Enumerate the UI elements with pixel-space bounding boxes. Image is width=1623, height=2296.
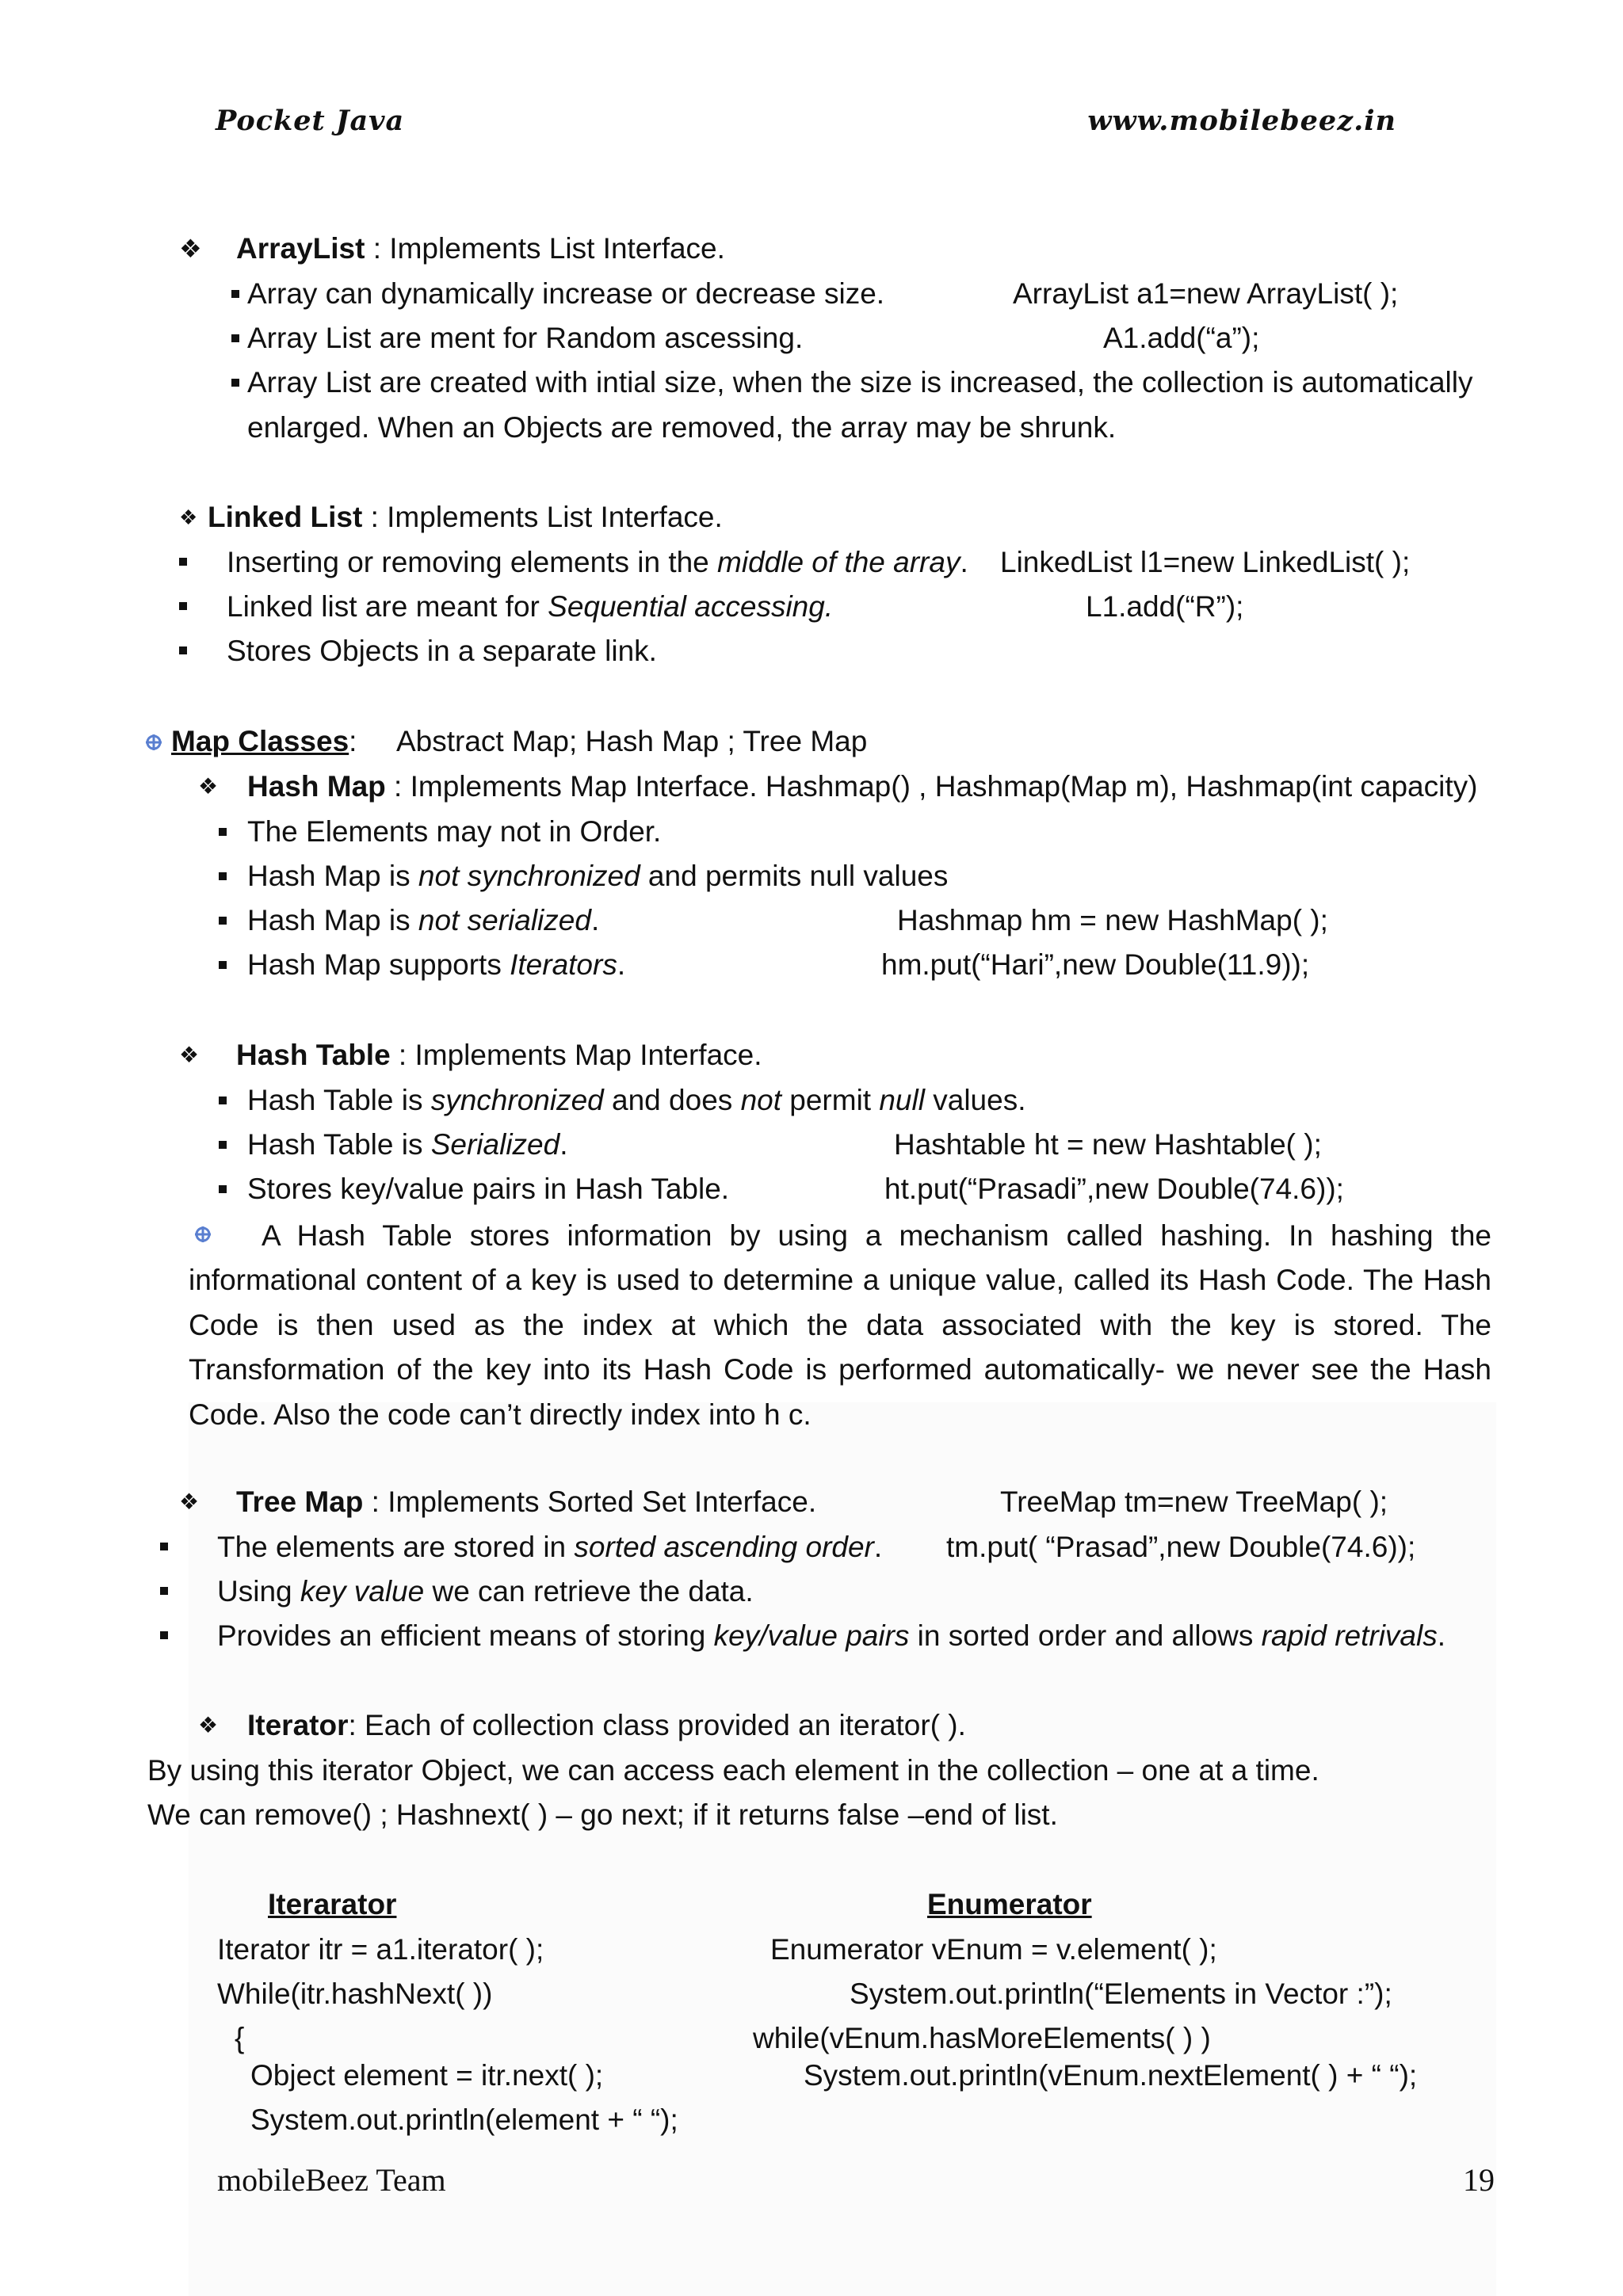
- emphasis: synchronized: [430, 1084, 604, 1116]
- treemap-desc: : Implements Sorted Set Interface.: [363, 1486, 817, 1518]
- hashmap-desc: : Implements Map Interface. Hashmap() , Hashmap(Map m), Hashmap(int capacity): [385, 770, 1478, 803]
- text: Hash Map is: [247, 904, 418, 936]
- linkedlist-desc: : Implements List Interface.: [362, 501, 723, 533]
- text: in sorted order and allows: [909, 1619, 1262, 1652]
- square-bullet-icon: [219, 1185, 227, 1193]
- emphasis: key value: [300, 1575, 425, 1608]
- paragraph-line: informational content of a key is used to determine a unique value, called its Hash Code. The Hash: [189, 1264, 1491, 1296]
- enumerator-code-line: while(vEnum.hasMoreElements( ) ): [753, 2022, 1211, 2054]
- diamond-bullet-icon: ❖: [179, 235, 202, 263]
- square-bullet-icon: [219, 917, 227, 925]
- arraylist-code: ArrayList a1=new ArrayList( );: [1013, 277, 1399, 310]
- diamond-bullet-icon: ❖: [198, 774, 219, 799]
- text: Hash Table is: [247, 1128, 431, 1161]
- square-bullet-icon: [160, 1543, 168, 1550]
- arraylist-code: A1.add(“a”);: [1103, 322, 1260, 354]
- arraylist-title: ArrayList: [236, 232, 365, 265]
- linkedlist-bullet: Stores Objects in a separate link.: [227, 635, 657, 667]
- diamond-bullet-icon: ❖: [179, 1043, 200, 1067]
- text: .: [590, 904, 600, 936]
- hashtable-heading: [236, 1038, 762, 1073]
- hashmap-code: hm.put(“Hari”,new Double(11.9));: [881, 948, 1310, 981]
- text: .: [1437, 1619, 1446, 1652]
- square-bullet-icon: [219, 1141, 227, 1149]
- paragraph-line: Code. Also the code can’t directly index into h c.: [189, 1398, 812, 1431]
- crosshair-bullet-icon: [145, 734, 162, 751]
- hashmap-bullet: The Elements may not in Order.: [247, 815, 662, 848]
- diamond-bullet-icon: ❖: [179, 505, 198, 529]
- emphasis: not serialized: [418, 904, 591, 936]
- square-bullet-icon: [160, 1587, 168, 1595]
- diamond-bullet-icon: ❖: [198, 1713, 219, 1737]
- crosshair-bullet-icon: [194, 1226, 212, 1243]
- arraylist-desc: : Implements List Interface.: [365, 232, 725, 265]
- mapclasses-desc: Abstract Map; Hash Map ; Tree Map: [396, 725, 868, 757]
- text: and does: [603, 1084, 741, 1116]
- text: Hash Table is: [247, 1084, 431, 1116]
- text: Inserting or removing elements in the: [227, 546, 718, 578]
- arraylist-bullet-cont: enlarged. When an Objects are removed, the array may be shrunk.: [247, 411, 1117, 444]
- square-bullet-icon: [231, 290, 239, 298]
- text: .: [559, 1128, 568, 1161]
- hashmap-bullet: [247, 859, 948, 894]
- diamond-bullet-icon: ❖: [179, 1489, 200, 1514]
- iterator-line: By using this iterator Object, we can access each element in the collection – one at a time.: [147, 1754, 1319, 1787]
- linkedlist-bullet: [227, 545, 968, 580]
- treemap-code: tm.put( “Prasad”,new Double(74.6));: [946, 1531, 1416, 1563]
- header-url: www.mobilebeez.in: [1087, 105, 1396, 137]
- linkedlist-heading: [208, 500, 723, 535]
- square-bullet-icon: [179, 646, 187, 654]
- hashtable-code: Hashtable ht = new Hashtable( );: [894, 1128, 1322, 1161]
- iterator-title: Iterator: [247, 1709, 349, 1741]
- text: and permits null values: [640, 860, 949, 892]
- hashmap-bullet: [247, 948, 625, 982]
- square-bullet-icon: [179, 602, 187, 610]
- arraylist-heading: [236, 231, 725, 266]
- square-bullet-icon: [219, 828, 227, 836]
- enumerator-code-line: Enumerator vEnum = v.element( );: [770, 1933, 1217, 1966]
- emphasis: not synchronized: [418, 860, 640, 892]
- emphasis: key/value pairs: [713, 1619, 910, 1652]
- square-bullet-icon: [219, 872, 227, 880]
- mapclasses-colon: :: [349, 725, 357, 757]
- iterator-code-line: System.out.println(element + “ “);: [250, 2103, 678, 2136]
- square-bullet-icon: [219, 1097, 227, 1104]
- enumerator-column-heading: Enumerator: [927, 1888, 1092, 1920]
- iterator-column-heading: Iterarator: [268, 1888, 397, 1920]
- emphasis: Sequential accessing.: [548, 590, 834, 623]
- page-number: 19: [1463, 2162, 1495, 2198]
- paragraph-line: A Hash Table stores information by using a mechanism called hashing. In hashing the: [262, 1219, 1491, 1252]
- text: .: [617, 948, 626, 981]
- text: Linked list are meant for: [227, 590, 548, 623]
- linkedlist-title: Linked List: [208, 501, 363, 533]
- iterator-code-line: {: [235, 2022, 245, 2054]
- enumerator-code-line: System.out.println(“Elements in Vector :”);: [850, 1978, 1392, 2010]
- text: values.: [924, 1084, 1026, 1116]
- treemap-bullet: [217, 1530, 882, 1565]
- emphasis: rapid retrivals: [1261, 1619, 1438, 1652]
- hashtable-code: ht.put(“Prasadi”,new Double(74.6));: [884, 1173, 1344, 1205]
- mapclasses-heading: [171, 724, 357, 759]
- emphasis: null: [879, 1084, 925, 1116]
- arraylist-bullet: Array can dynamically increase or decrease size.: [247, 277, 885, 310]
- paragraph-line: Code is then used as the index at which the data associated with the key is stored. The: [189, 1308, 1491, 1341]
- emphasis: sorted ascending order: [574, 1531, 874, 1563]
- square-bullet-icon: [231, 334, 239, 342]
- iterator-code-line: While(itr.hashNext( )): [217, 1978, 493, 2010]
- footer-team: mobileBeez Team: [217, 2162, 446, 2198]
- linkedlist-code: L1.add(“R”);: [1086, 590, 1244, 623]
- emphasis: not: [740, 1084, 781, 1116]
- hashtable-bullet: Stores key/value pairs in Hash Table.: [247, 1173, 730, 1205]
- square-bullet-icon: [160, 1631, 168, 1639]
- treemap-bullet: [217, 1574, 754, 1609]
- hashtable-desc: : Implements Map Interface.: [390, 1039, 762, 1071]
- treemap-title: Tree Map: [236, 1486, 364, 1518]
- arraylist-bullet: Array List are ment for Random ascessing.: [247, 322, 804, 354]
- square-bullet-icon: [179, 558, 187, 566]
- text: .: [960, 546, 968, 578]
- mapclasses-title: Map Classes: [171, 725, 349, 757]
- hashtable-paragraph: [189, 1258, 1491, 1437]
- text: we can retrieve the data.: [424, 1575, 754, 1608]
- iterator-code-line: Iterator itr = a1.iterator( );: [217, 1933, 544, 1966]
- text: Hash Map is: [247, 860, 418, 892]
- linkedlist-code: LinkedList l1=new LinkedList( );: [1000, 546, 1411, 578]
- hashtable-bullet: [247, 1127, 568, 1162]
- iterator-code-line: Object element = itr.next( );: [250, 2059, 604, 2092]
- square-bullet-icon: [231, 379, 239, 387]
- hashmap-bullet: [247, 903, 599, 938]
- hashmap-code: Hashmap hm = new HashMap( );: [897, 904, 1328, 936]
- hashmap-title: Hash Map: [247, 770, 386, 803]
- emphasis: Serialized: [430, 1128, 560, 1161]
- emphasis: Iterators: [510, 948, 617, 981]
- square-bullet-icon: [219, 961, 227, 969]
- text: permit: [781, 1084, 880, 1116]
- text: .: [873, 1531, 883, 1563]
- header-title: Pocket Java: [216, 105, 405, 137]
- text: Hash Map supports: [247, 948, 510, 981]
- text: Provides an efficient means of storing: [217, 1619, 714, 1652]
- iterator-line: We can remove() ; Hashnext( ) – go next; if it returns false –end of list.: [147, 1798, 1058, 1831]
- arraylist-bullet: Array List are created with intial size, when the size is increased, the collection is automatically: [247, 366, 1473, 399]
- treemap-bullet: [217, 1619, 1445, 1653]
- enumerator-code-line: System.out.println(vEnum.nextElement( ) + “ “);: [804, 2059, 1418, 2092]
- iterator-desc: : Each of collection class provided an iterator( ).: [348, 1709, 966, 1741]
- treemap-code: TreeMap tm=new TreeMap( );: [1000, 1486, 1388, 1518]
- emphasis: middle of the array: [717, 546, 960, 578]
- treemap-heading: [236, 1485, 816, 1520]
- iterator-heading: [247, 1708, 966, 1743]
- text: Using: [217, 1575, 300, 1608]
- paragraph-line: Transformation of the key into its Hash Code is performed automatically- we never see the Hash: [189, 1353, 1491, 1386]
- hashtable-paragraph-first-line: [262, 1214, 1491, 1259]
- hashtable-bullet: [247, 1083, 1025, 1118]
- linkedlist-bullet: [227, 589, 833, 624]
- hashtable-title: Hash Table: [236, 1039, 391, 1071]
- hashmap-heading: [247, 769, 1477, 804]
- text: The elements are stored in: [217, 1531, 575, 1563]
